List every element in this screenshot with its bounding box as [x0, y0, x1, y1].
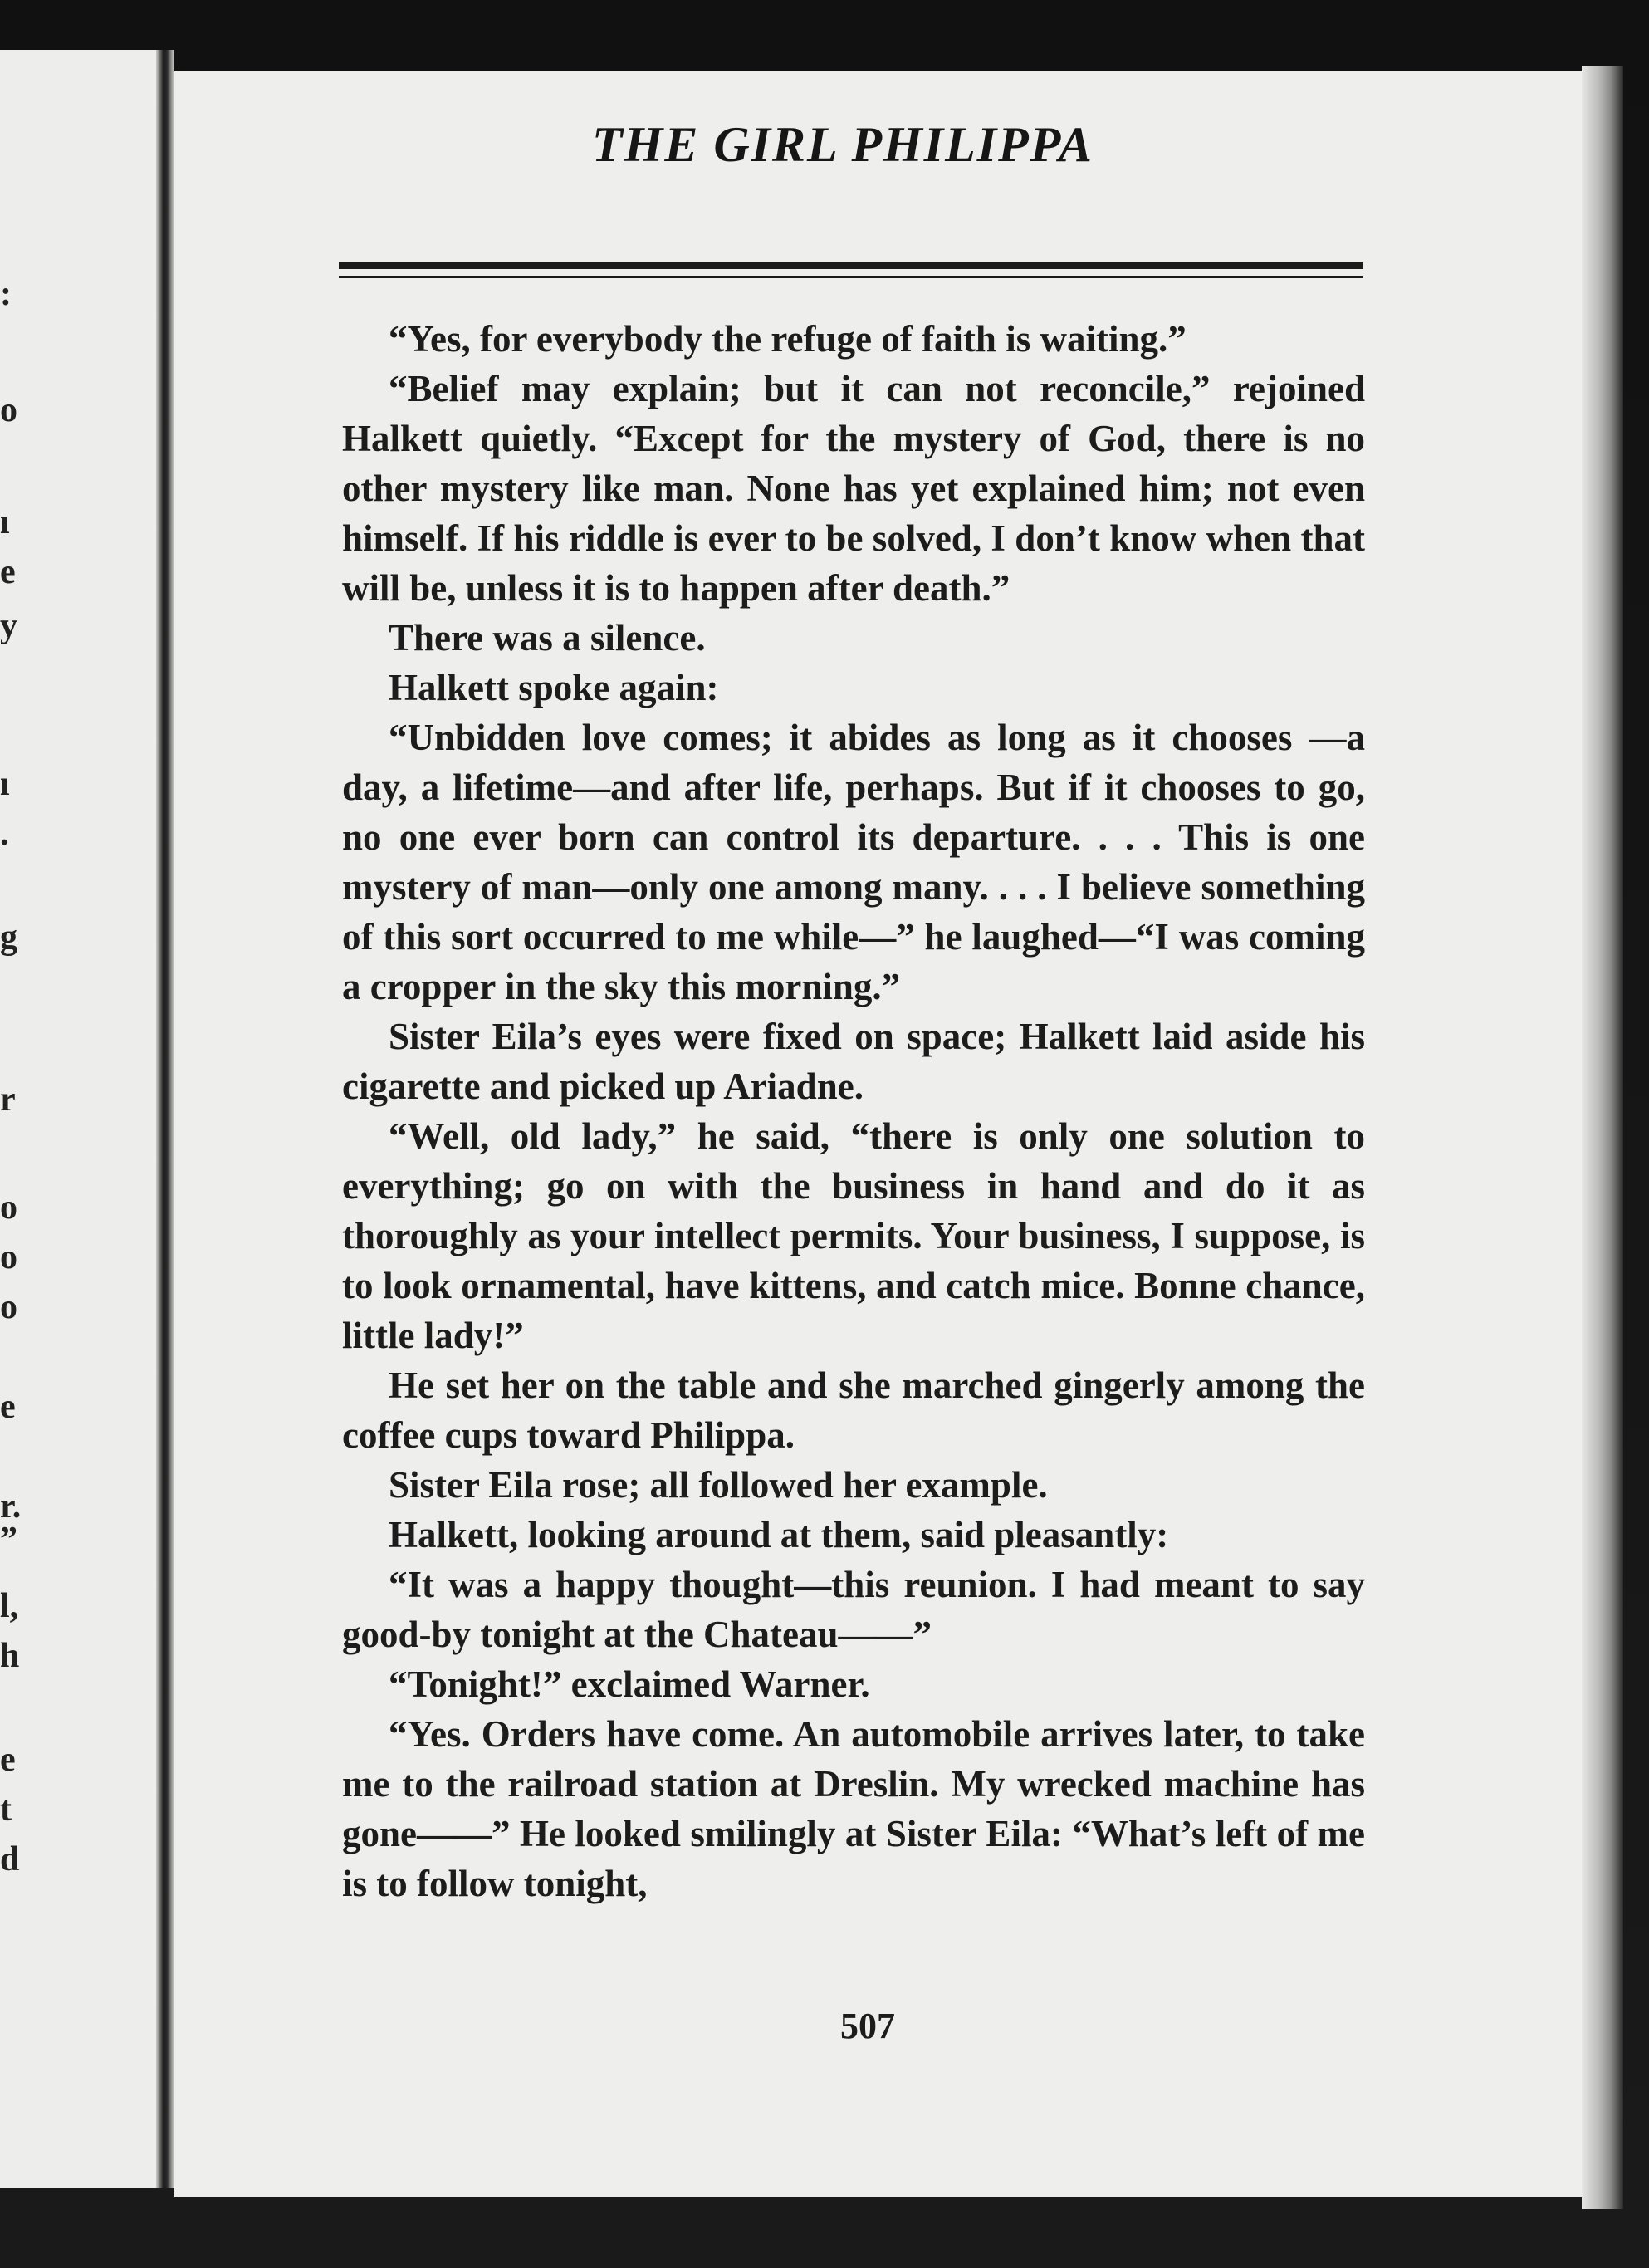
facing-page-fragment: g	[0, 918, 17, 957]
facing-page-fragment: t	[0, 1790, 12, 1829]
facing-page-fragment: e	[0, 1741, 16, 1779]
paragraph: “Yes. Orders have come. An automobile arrives later, to take me to the railroad station at Dreslin. My wrecked machine has gone——” He looked smilingly at Sister Eila: “What’s left of me is to follow tonight,	[342, 1713, 1365, 1904]
paragraph: “Tonight!” exclaimed Warner.	[389, 1663, 870, 1705]
running-head: THE GIRL PHILIPPA	[592, 117, 1094, 172]
facing-page-fragment: o	[0, 391, 17, 429]
paragraph: Sister Eila rose; all followed her example.	[389, 1464, 1048, 1506]
facing-page-fragment: l,	[0, 1587, 19, 1625]
facing-page-edge	[0, 50, 166, 2188]
facing-page-fragment: :	[0, 275, 12, 313]
paragraph: “Yes, for everybody the refuge of faith is waiting.”	[389, 318, 1187, 360]
paragraph: There was a silence.	[389, 617, 706, 659]
facing-page-fragment: ı	[0, 503, 10, 541]
paragraph: “Unbidden love comes; it abides as long as it chooses —a day, a lifetime—and after life, perhaps. But if it chooses to go, no one ever born can control its departure. . . . This is one mystery of man—only one among many. . . . I believe something of this sort occurred to me while—” he laughed—“I was coming a cropper in the sky this morning.”	[342, 717, 1365, 1007]
facing-page-fragment: y	[0, 607, 17, 645]
book-gutter	[156, 50, 174, 2188]
body-text	[342, 314, 1365, 1908]
header-rule-thin	[339, 276, 1363, 278]
paragraph: “Well, old lady,” he said, “there is only one solution to everything; go on with the business in hand and do it as thoroughly as your intellect permits. Your business, I suppose, is to look ornamental, have kittens, and catch mice. Bonne chance, little lady!”	[342, 1115, 1365, 1356]
paragraph: Halkett, looking around at them, said pleasantly:	[389, 1514, 1169, 1555]
facing-page-fragment: ı	[0, 765, 10, 803]
facing-page-fragment: o	[0, 1238, 17, 1276]
paragraph: “Belief may explain; but it can not reconcile,” rejoined Halkett quietly. “Except for the mystery of God, there is no other mystery like man. None has yet explained him; not even himself. If his riddle is ever to be solved, I don’t know when that will be, unless it is to happen after death.”	[342, 368, 1365, 609]
facing-page-fragment: d	[0, 1840, 20, 1879]
facing-page-fragment: .	[0, 815, 9, 853]
facing-page-fragment: ”	[0, 1521, 17, 1559]
facing-page-fragment: o	[0, 1288, 17, 1326]
facing-page-fragment: e	[0, 553, 16, 591]
facing-page-fragment: r	[0, 1080, 16, 1119]
facing-page-fragment: h	[0, 1637, 20, 1675]
facing-page-fragment: e	[0, 1388, 16, 1426]
facing-page-fragment: o	[0, 1188, 17, 1227]
page-edge-shadow	[1582, 66, 1623, 2209]
paragraph: He set her on the table and she marched gingerly among the coffee cups toward Philippa.	[342, 1364, 1365, 1456]
paragraph: “It was a happy thought—this reunion. I had meant to say good-by tonight at the Chateau——”	[342, 1564, 1365, 1655]
paragraph: Sister Eila’s eyes were fixed on space; Halkett laid aside his cigarette and picked up Ariadne.	[342, 1016, 1365, 1107]
paragraph: Halkett spoke again:	[389, 667, 719, 708]
page-number: 507	[840, 2006, 895, 2046]
header-rule-thick	[339, 262, 1363, 269]
facing-page-fragment: r.	[0, 1487, 22, 1526]
